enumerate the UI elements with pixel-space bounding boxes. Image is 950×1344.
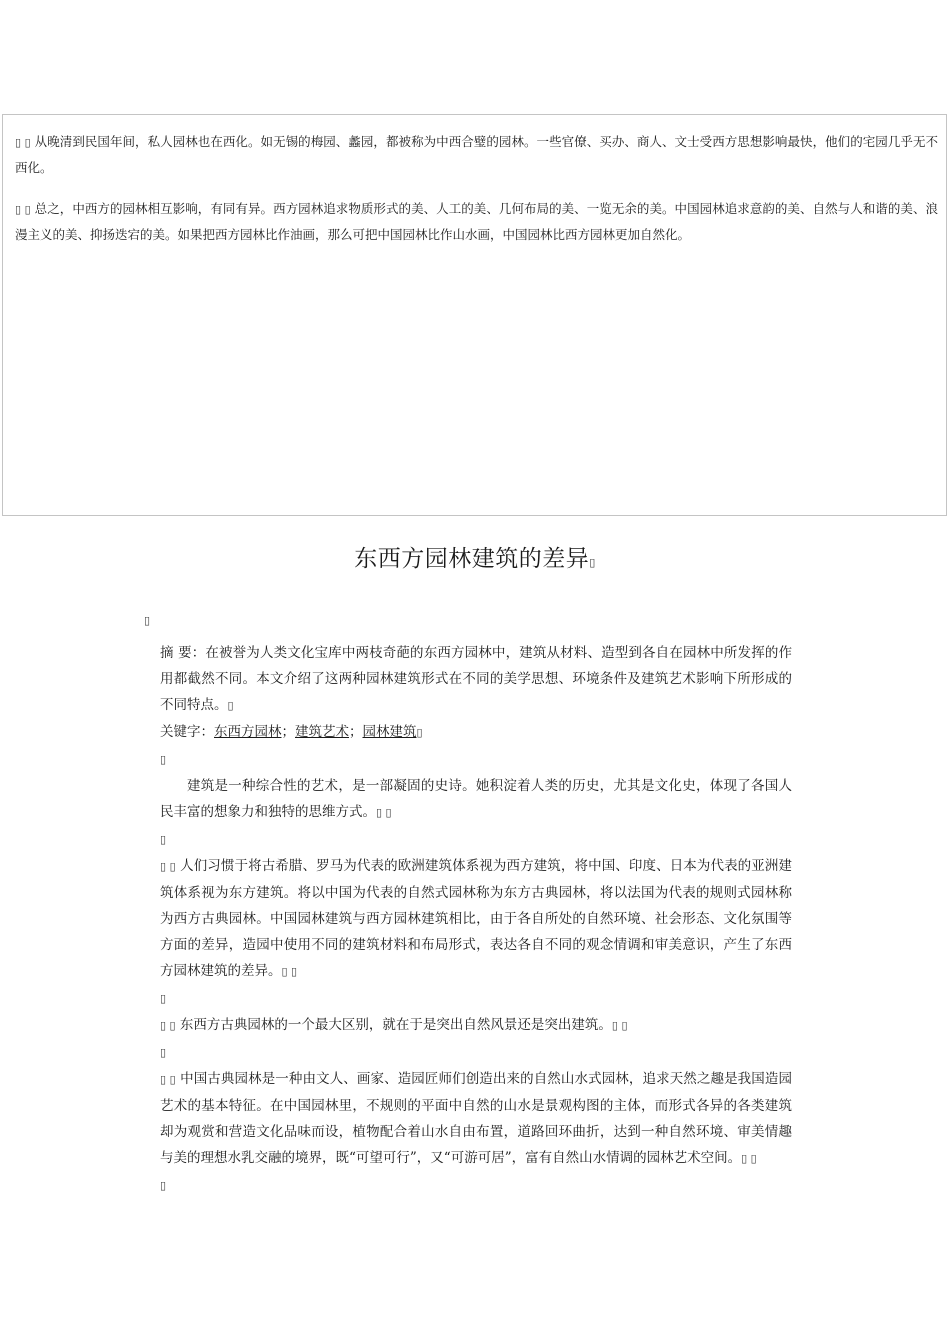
article-title: 东西方园林建筑的差异▯ bbox=[354, 546, 596, 572]
paragraph-mark: ▯ bbox=[227, 699, 234, 712]
title-mark: ▯ bbox=[589, 556, 596, 569]
blank-line: ▯ bbox=[160, 1046, 167, 1059]
keywords-label: 关键字： bbox=[160, 724, 214, 740]
previous-page-excerpt bbox=[2, 114, 947, 516]
paragraph-mark: ▯ ▯ bbox=[15, 203, 31, 216]
paragraph-3: ▯ ▯ 东西方古典园林的一个最大区别，就在于是突出自然风景还是突出建筑。▯ ▯ bbox=[160, 1017, 628, 1033]
article-body bbox=[160, 640, 792, 1199]
blank-line: ▯ bbox=[160, 753, 167, 766]
paragraph-mark: ▯ bbox=[144, 614, 151, 627]
keywords: 关键字：东西方园林；建筑艺术；园林建筑▯ bbox=[160, 724, 423, 740]
keyword-link[interactable]: 东西方园林 bbox=[214, 724, 282, 740]
blank-line: ▯ bbox=[160, 833, 167, 846]
excerpt-paragraph-2: ▯ ▯ 总之，中西方的园林相互影响，有同有异。西方园林追求物质形式的美、人工的美、几何布局的美、一览无余的美。中国园林追求意韵的美、自然与人和谐的美、浪漫主义的美、抑扬迭宕的美。如果把西方园林比作油画，那么可把中国园林比作山水画，中国园林比西方园林更加自然化。 bbox=[15, 201, 938, 242]
paragraph-4: ▯ ▯ 中国古典园林是一种由文人、画家、造园匠师们创造出来的自然山水式园林，追求天然之趣是我国造园艺术的基本特征。在中国园林里，不规则的平面中自然的山水是景观构图的主体，而形式各异的各类建筑却为观赏和营造文化品味而设，植物配合着山水自由布置，道路回环曲折，达到一种自然环境、审美情趣与美的理想水乳交融的境界，既“可望可行”，又“可游可居”，富有自然山水情调的园林艺术空间。▯ ▯ bbox=[160, 1071, 792, 1166]
blank-line: ▯ bbox=[160, 992, 167, 1005]
keyword-link[interactable]: 建筑艺术 bbox=[295, 724, 349, 740]
paragraph-2: ▯ ▯ 人们习惯于将古希腊、罗马为代表的欧洲建筑体系视为西方建筑，将中国、印度、日本为代表的亚洲建筑体系视为东方建筑。将以中国为代表的自然式园林称为东方古典园林，将以法国为代表的规则式园林称为西方古典园林。中国园林建筑与西方园林建筑相比，由于各自所处的自然环境、社会形态、文化氛围等方面的差异，造园中使用不同的建筑材料和布局形式，表达各自不同的观念情调和审美意识，产生了东西方园林建筑的差异。▯ ▯ bbox=[160, 858, 792, 979]
paragraph-1: 建筑是一种综合性的艺术，是一部凝固的史诗。她积淀着人类的历史，尤其是文化史，体现了各国人民丰富的想象力和独特的思维方式。▯ ▯ bbox=[160, 778, 792, 820]
keyword-link[interactable]: 园林建筑 bbox=[362, 724, 417, 740]
blank-line: ▯ bbox=[160, 1179, 167, 1192]
abstract: 摘 要：在被誉为人类文化宝库中两枝奇葩的东西方园林中，建筑从材料、造型到各自在园林中所发挥的作用都截然不同。本文介绍了这两种园林建筑形式在不同的美学思想、环境条件及建筑艺术影响下所形成的不同特点。▯ bbox=[160, 645, 792, 713]
excerpt-paragraph-1: ▯ ▯ 从晚清到民国年间，私人园林也在西化。如无锡的梅园、蠡园，都被称为中西合璧的园林。一些官僚、买办、商人、文士受西方思想影响最快，他们的宅园几乎无不西化。 bbox=[15, 134, 938, 175]
paragraph-mark: ▯ ▯ bbox=[15, 136, 31, 149]
